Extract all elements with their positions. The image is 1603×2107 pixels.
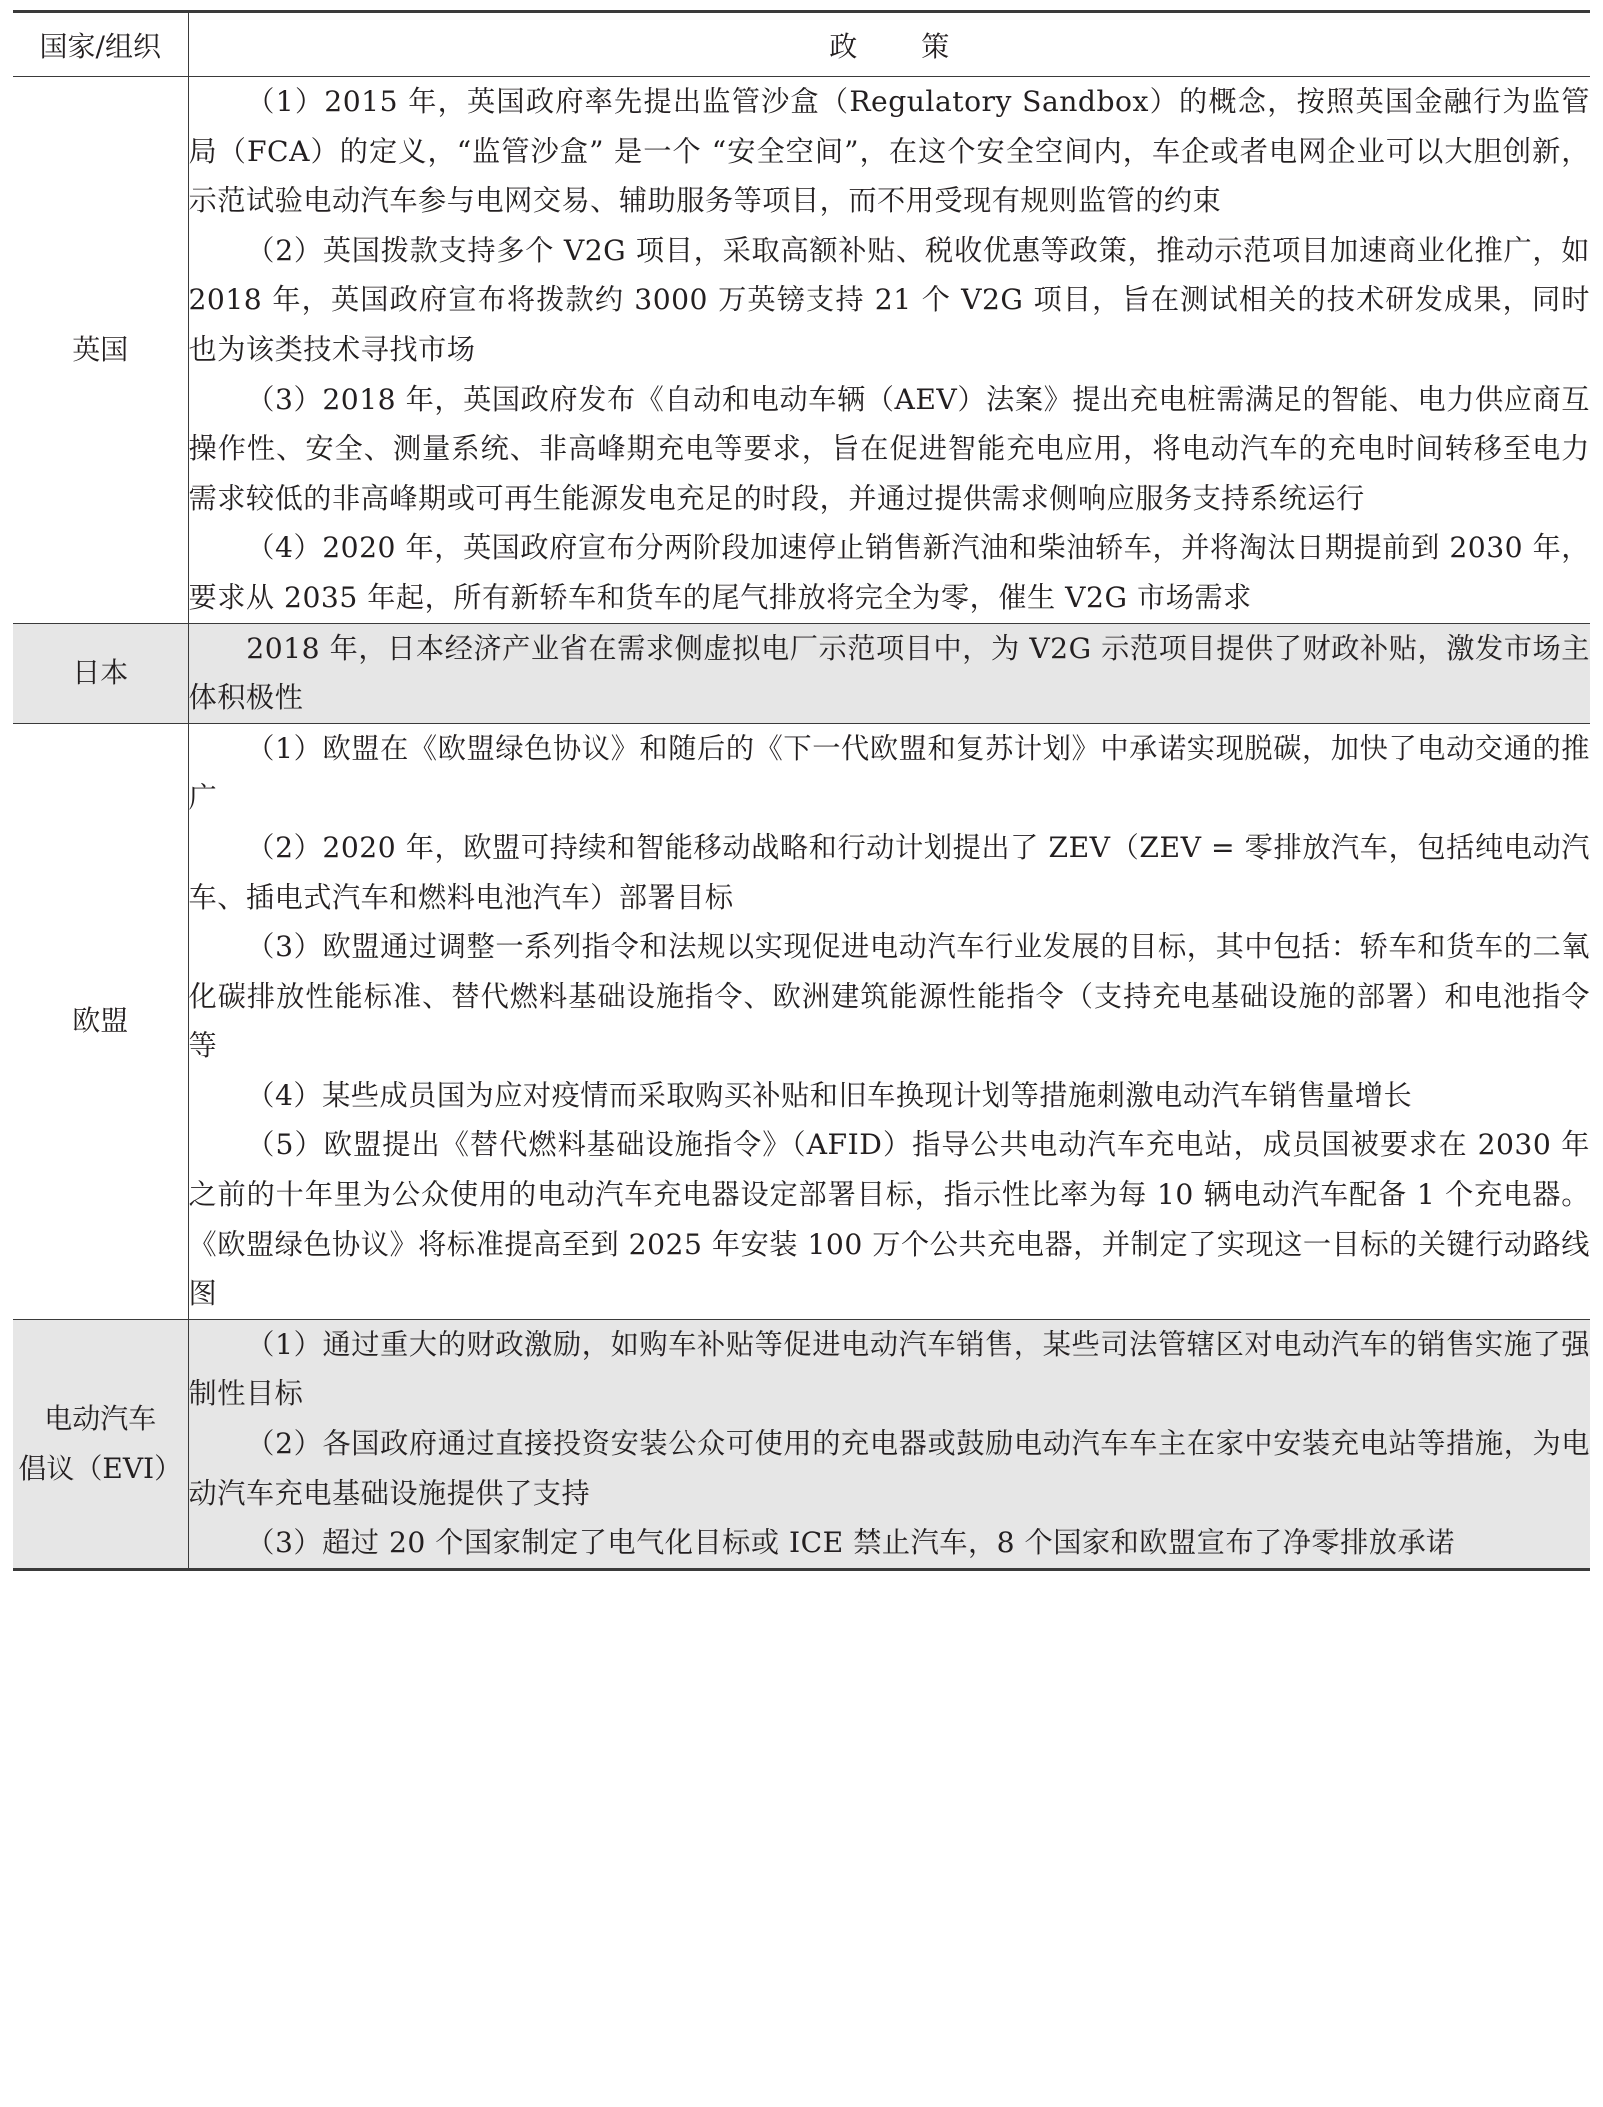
policy-item: （4）2020 年，英国政府宣布分两阶段加速停止销售新汽油和柴油轿车，并将淘汰日期提前到 2030 年，要求从 2035 年起，所有新轿车和货车的尾气排放将完全为零，催生 V2G 市场需求 [188, 531, 1590, 614]
table-row-evi [13, 1319, 1590, 1569]
policy-cell-uk [188, 77, 1590, 624]
policy-table [13, 10, 1590, 1571]
policy-item: 2018 年，日本经济产业省在需求侧虚拟电厂示范项目中，为 V2G 示范项目提供了财政补贴，激发市场主体积极性 [188, 631, 1590, 715]
policy-cell-evi [188, 1319, 1590, 1569]
country-label-line: 倡议（EVI） [18, 1451, 183, 1485]
country-cell-uk: 英国 [13, 77, 188, 624]
policy-cell-eu [188, 723, 1590, 1319]
policy-item: （3）欧盟通过调整一系列指令和法规以实现促进电动汽车行业发展的目标，其中包括：轿车和货车的二氧化碳排放性能标准、替代燃料基础设施指令、欧洲建筑能源性能指令（支持充电基础设施的部署）和电池指令等 [188, 930, 1590, 1063]
table-row-japan [13, 623, 1590, 723]
country-cell-japan: 日本 [13, 623, 188, 723]
policy-cell-japan [188, 623, 1590, 723]
policy-item: （2）英国拨款支持多个 V2G 项目，采取高额补贴、税收优惠等政策，推动示范项目加速商业化推广，如 2018 年，英国政府宣布将拨款约 3000 万英镑支持 21 个 V2G 项目，旨在测试相关的技术研发成果，同时也为该类技术寻找市场 [188, 233, 1590, 366]
table-header-row [13, 12, 1590, 77]
country-cell-eu: 欧盟 [13, 723, 188, 1319]
table-row-uk [13, 77, 1590, 624]
policy-item: （3）超过 20 个国家制定了电气化目标或 ICE 禁止汽车，8 个国家和欧盟宣布了净零排放承诺 [246, 1526, 1455, 1560]
policy-item: （4）某些成员国为应对疫情而采取购买补贴和旧车换现计划等措施刺激电动汽车销售量增长 [246, 1078, 1413, 1112]
header-country: 国家/组织 [13, 12, 188, 77]
country-cell-evi [13, 1319, 188, 1569]
policy-item: （1）欧盟在《欧盟绿色协议》和随后的《下一代欧盟和复苏计划》中承诺实现脱碳，加快了电动交通的推广 [188, 731, 1590, 815]
country-label-line: 电动汽车 [44, 1401, 157, 1435]
policy-item: （2）2020 年，欧盟可持续和智能移动战略和行动计划提出了 ZEV（ZEV = 零排放汽车，包括纯电动汽车、插电式汽车和燃料电池汽车）部署目标 [188, 830, 1590, 914]
header-policy: 政策 [188, 12, 1590, 77]
policy-item: （1）通过重大的财政激励，如购车补贴等促进电动汽车销售，某些司法管辖区对电动汽车的销售实施了强制性目标 [188, 1327, 1590, 1411]
policy-table-container [13, 10, 1590, 1571]
policy-item: （3）2018 年，英国政府发布《自动和电动车辆（AEV）法案》提出充电桩需满足的智能、电力供应商互操作性、安全、测量系统、非高峰期充电等要求，旨在促进智能充电应用，将电动汽车的充电时间转移至电力需求较低的非高峰期或可再生能源发电充足的时段，并通过提供需求侧响应服务支持系统运行 [188, 382, 1590, 515]
table-row-eu [13, 723, 1590, 1319]
policy-item: （2）各国政府通过直接投资安装公众可使用的充电器或鼓励电动汽车车主在家中安装充电站等措施，为电动汽车充电基础设施提供了支持 [188, 1427, 1590, 1510]
policy-item: （5）欧盟提出《替代燃料基础设施指令》（AFID）指导公共电动汽车充电站，成员国被要求在 2030 年之前的十年里为公众使用的电动汽车充电器设定部署目标，指示性比率为每 10 辆电动汽车配备 1 个充电器。《欧盟绿色协议》将标准提高至到 2025 年安装 100 万个公共充电器，并制定了实现这一目标的关键行动路线图 [188, 1128, 1590, 1311]
policy-item: （1）2015 年，英国政府率先提出监管沙盒（Regulatory Sandbox）的概念，按照英国金融行为监管局（FCA）的定义，“监管沙盒” 是一个 “安全空间”，在这个安全空间内，车企或者电网企业可以大胆创新，示范试验电动汽车参与电网交易、辅助服务等项目，而不用受现有规则监管的约束 [188, 85, 1590, 218]
